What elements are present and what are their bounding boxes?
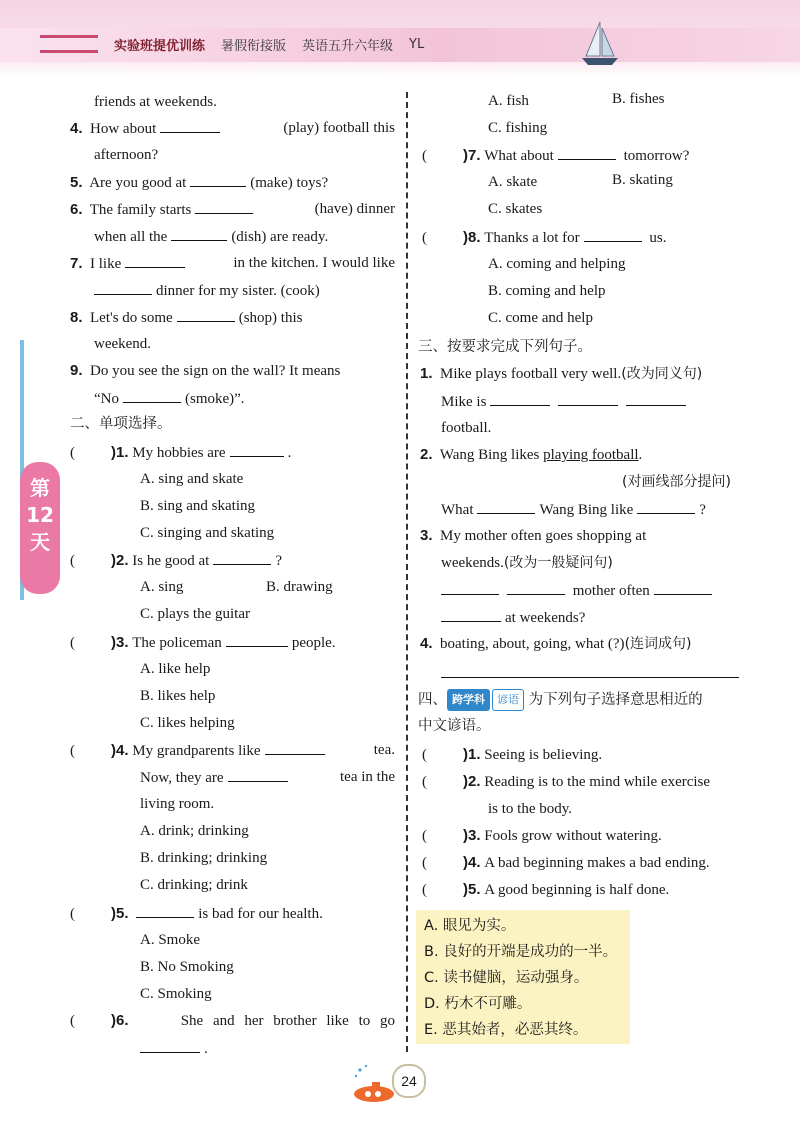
- brand-title: 实验班提优训练: [114, 38, 206, 54]
- m8-option-b: B. coming and help: [488, 283, 606, 299]
- m4-blank-2[interactable]: [228, 767, 288, 782]
- m7-end: tomorrow?: [623, 148, 690, 164]
- answer-option-e: E. 恶其始者，必恶其终。: [424, 1022, 588, 1038]
- q9-text-2: “No: [94, 391, 119, 407]
- p4-line: [422, 853, 710, 873]
- s3-blank-1[interactable]: [441, 580, 499, 595]
- m4-paren: (: [70, 743, 75, 759]
- m3-option-a: A. like help: [140, 661, 211, 677]
- s4-note: (连词成句): [624, 636, 692, 652]
- p3-text: Fools grow without watering.: [484, 828, 662, 844]
- section-3-title: 三、按要求完成下列句子。: [418, 339, 592, 355]
- m1-number: )1.: [111, 444, 129, 461]
- m5-option-a: A. Smoke: [140, 932, 200, 948]
- q6-line-2: [94, 226, 328, 247]
- m1-blank[interactable]: [230, 442, 284, 457]
- q9-number: 9.: [70, 362, 83, 379]
- m1-option-b: B. sing and skating: [140, 498, 255, 514]
- m1-text: My hobbies are: [132, 445, 226, 461]
- m4-end: tea.: [373, 742, 395, 758]
- s4-line: [420, 634, 692, 654]
- q5-blank[interactable]: [190, 172, 246, 187]
- m1-line: [70, 442, 291, 463]
- s2-end-mark: ?: [699, 502, 706, 518]
- m8-option-a: A. coming and helping: [488, 256, 626, 272]
- p4-number: )4.: [463, 854, 481, 871]
- q4-line-2: afternoon?: [94, 147, 159, 163]
- m4-number: )4.: [111, 742, 129, 759]
- q6-text-4: (dish) are ready.: [231, 229, 329, 245]
- q5-text-2: (make) toys?: [250, 175, 329, 191]
- m8-line: [422, 227, 667, 248]
- m2-end: ?: [275, 553, 283, 569]
- brand-mark-icon: [40, 35, 98, 53]
- s1-line-2: [441, 391, 690, 412]
- page-number: 24: [392, 1064, 426, 1098]
- p5-text: A good beginning is half done.: [484, 882, 670, 898]
- m3-line: [70, 632, 336, 653]
- s3-blank-2[interactable]: [507, 580, 565, 595]
- s4-answer-line[interactable]: [441, 677, 739, 678]
- m4-line-2: [140, 767, 395, 788]
- q9-line: [70, 361, 340, 381]
- m2-text: Is he good at: [132, 553, 210, 569]
- q7-line: [70, 253, 395, 274]
- m6-end: .: [204, 1041, 208, 1057]
- s2-number: 2.: [420, 446, 433, 463]
- m4-line-3: living room.: [140, 796, 215, 812]
- m5-option-b: B. No Smoking: [140, 959, 234, 975]
- p4-text: A bad beginning makes a bad ending.: [484, 855, 710, 871]
- s2-note: (对画线部分提问): [622, 474, 731, 490]
- m6-number: )6.: [111, 1012, 129, 1029]
- m5-paren: (: [70, 906, 75, 922]
- answer-option-d: D. 朽木不可雕。: [424, 996, 532, 1012]
- q8-number: 8.: [70, 309, 83, 326]
- q8-line: [70, 307, 302, 328]
- q9-blank[interactable]: [123, 388, 181, 403]
- m2-option-c: C. plays the guitar: [140, 606, 250, 622]
- m1-paren: (: [70, 445, 75, 461]
- day-tab-label: 第12天: [26, 476, 54, 554]
- p1-number: )1.: [463, 746, 481, 763]
- m3-end: people.: [291, 635, 336, 651]
- s3-line: [420, 526, 646, 546]
- m7-paren: (: [422, 148, 427, 164]
- s2-end: .: [638, 447, 643, 463]
- s2-text-3: Wang Bing like: [539, 502, 634, 518]
- section-4-title-2: 中文谚语。: [418, 718, 491, 734]
- code: YL: [409, 36, 425, 52]
- cross-subject-tag: 跨学科: [447, 689, 490, 711]
- s1-text-2: Mike is: [441, 394, 487, 410]
- s1-blank-2[interactable]: [558, 391, 618, 406]
- m5-blank[interactable]: [136, 903, 194, 918]
- p3-line: [422, 826, 662, 846]
- q7-blank-1[interactable]: [125, 253, 185, 268]
- left-line-1: friends at weekends.: [94, 94, 217, 110]
- q4-number: 4.: [70, 120, 83, 137]
- m7-number: )7.: [463, 147, 481, 164]
- q7-text: I like: [90, 256, 122, 272]
- s1-note: (改为同义句): [621, 366, 703, 382]
- q5-number: 5.: [70, 174, 83, 191]
- m5-line: [70, 903, 323, 924]
- m4-text: My grandparents like: [132, 743, 261, 759]
- s2-blank-2[interactable]: [637, 499, 695, 514]
- m7-text: What about: [484, 148, 554, 164]
- s4-text: boating, about, going, what (?): [440, 636, 625, 652]
- q4-text: How about: [90, 121, 157, 137]
- m3-option-b: B. likes help: [140, 688, 216, 704]
- m4-blank-1[interactable]: [265, 740, 325, 755]
- m4-text-2: Now, they are: [140, 770, 224, 786]
- p2-number: )2.: [463, 773, 481, 790]
- m7-option-b: B. skating: [612, 172, 673, 188]
- q8-text-2: (shop) this: [238, 310, 303, 326]
- m5-number: )5.: [111, 905, 129, 922]
- m8-blank[interactable]: [584, 227, 642, 242]
- p2-paren: (: [422, 774, 427, 790]
- m8-paren: (: [422, 230, 427, 246]
- s1-blank-3[interactable]: [626, 391, 686, 406]
- p2-text: Reading is to the mind while exercise: [484, 774, 711, 790]
- s2-line: [420, 445, 642, 465]
- m7-option-a: A. skate: [488, 174, 538, 190]
- m6-text: She and her brother like to go: [180, 1013, 395, 1029]
- answer-option-c: C. 读书健脑，运动强身。: [424, 970, 589, 986]
- m3-blank[interactable]: [226, 632, 288, 647]
- s2-line-3: [441, 499, 706, 520]
- p5-line: [422, 880, 669, 900]
- m2-option-a: A. sing: [140, 579, 184, 595]
- q5-line: [70, 172, 328, 193]
- p2-line: [422, 772, 710, 792]
- section-4-number: 四、: [418, 692, 447, 708]
- m4-line: [70, 740, 395, 761]
- s3-line-3: [441, 580, 716, 601]
- p1-paren: (: [422, 747, 427, 763]
- s3-blank-4[interactable]: [441, 607, 501, 622]
- m2-line: [70, 550, 282, 571]
- m2-paren: (: [70, 553, 75, 569]
- s1-line: [420, 364, 702, 384]
- q9-text: Do you see the sign on the wall? It means: [90, 363, 341, 379]
- subject: 英语五升六年级: [302, 38, 394, 54]
- m7-line: [422, 145, 689, 166]
- s2-blank-1[interactable]: [477, 499, 535, 514]
- s1-text: Mike plays football very well.: [440, 366, 622, 382]
- s3-text-2: weekends.: [441, 555, 504, 571]
- m4-option-b: B. drinking; drinking: [140, 850, 268, 866]
- q8-text: Let's do some: [90, 310, 173, 326]
- m2-option-b: B. drawing: [266, 579, 333, 595]
- m7-option-c: C. skates: [488, 201, 543, 217]
- q7-text-2: in the kitchen. I would like: [233, 255, 395, 271]
- q6-number: 6.: [70, 201, 83, 218]
- q6-line: [70, 199, 395, 220]
- s2-text-2: What: [441, 502, 474, 518]
- m1-option-a: A. sing and skate: [140, 471, 244, 487]
- s3-line-4: [441, 607, 585, 628]
- sailboat-icon: [578, 18, 622, 68]
- m6-option-b: B. fishes: [612, 91, 665, 107]
- p3-number: )3.: [463, 827, 481, 844]
- p5-number: )5.: [463, 881, 481, 898]
- q7-line-2: [94, 280, 320, 301]
- q7-blank-2[interactable]: [94, 280, 152, 295]
- q8-blank[interactable]: [177, 307, 235, 322]
- m2-number: )2.: [111, 552, 129, 569]
- section-2-title: 二、单项选择。: [70, 416, 172, 432]
- p4-paren: (: [422, 855, 427, 871]
- m3-text: The policeman: [132, 635, 222, 651]
- q4-line: [70, 118, 395, 139]
- answer-option-b: B. 良好的开端是成功的一半。: [424, 944, 618, 960]
- s3-line-2: [441, 553, 613, 573]
- m6-option-c: C. fishing: [488, 120, 548, 136]
- section-4-text: 为下列句子选择意思相近的: [528, 692, 703, 708]
- q9-line-2: [94, 388, 245, 409]
- edition: 暑假衔接版: [221, 38, 287, 54]
- p3-paren: (: [422, 828, 427, 844]
- m3-option-c: C. likes helping: [140, 715, 235, 731]
- s2-underlined: playing football: [543, 447, 639, 463]
- column-divider: [406, 92, 408, 1052]
- s3-text-4: at weekends?: [505, 610, 586, 626]
- s1-number: 1.: [420, 365, 433, 382]
- m6-line-2: [140, 1038, 208, 1059]
- q4-text-2: (play) football this: [283, 120, 395, 136]
- p1-text: Seeing is believing.: [484, 747, 603, 763]
- m1-end: .: [287, 445, 292, 461]
- m8-text: Thanks a lot for: [484, 230, 580, 246]
- header: [40, 30, 424, 58]
- answer-option-a: A. 眼见为实。: [424, 918, 516, 934]
- s1-line-3: football.: [441, 420, 492, 436]
- q9-text-3: (smoke)”.: [185, 391, 245, 407]
- q7-text-3: dinner for my sister. (cook): [156, 283, 320, 299]
- m6-blank[interactable]: [140, 1038, 200, 1053]
- m4-text-3: tea in the: [340, 769, 395, 785]
- m2-blank[interactable]: [213, 550, 271, 565]
- q7-number: 7.: [70, 255, 83, 272]
- s1-blank-1[interactable]: [490, 391, 550, 406]
- s3-note: (改为一般疑问句): [503, 555, 613, 571]
- m1-option-c: C. singing and skating: [140, 525, 275, 541]
- q6-text-3: when all the: [94, 229, 168, 245]
- q8-line-2: weekend.: [94, 336, 152, 352]
- s3-number: 3.: [420, 527, 433, 544]
- p2-line-2: is to the body.: [488, 801, 573, 817]
- q4-blank[interactable]: [160, 118, 220, 133]
- s2-text: Wang Bing likes: [439, 447, 540, 463]
- q6-text: The family starts: [89, 202, 192, 218]
- m4-option-a: A. drink; drinking: [140, 823, 249, 839]
- m8-option-c: C. come and help: [488, 310, 593, 326]
- q6-blank-1[interactable]: [195, 199, 253, 214]
- m7-blank[interactable]: [558, 145, 616, 160]
- m6-option-a: A. fish: [488, 93, 529, 109]
- m5-option-c: C. Smoking: [140, 986, 212, 1002]
- m5-text: is bad for our health.: [198, 906, 323, 922]
- m8-number: )8.: [463, 229, 481, 246]
- s4-number: 4.: [420, 635, 433, 652]
- section-4-title: [418, 689, 703, 711]
- m3-number: )3.: [111, 634, 129, 651]
- s3-text-3: mother often: [572, 583, 650, 599]
- m4-option-c: C. drinking; drink: [140, 877, 248, 893]
- q5-text: Are you good at: [89, 175, 187, 191]
- m3-paren: (: [70, 635, 75, 651]
- s3-text: My mother often goes shopping at: [440, 528, 647, 544]
- s3-blank-3[interactable]: [654, 580, 712, 595]
- m8-end: us.: [649, 230, 667, 246]
- proverb-tag: 谚语: [492, 689, 524, 711]
- q6-text-2: (have) dinner: [314, 201, 395, 217]
- m6-paren: (: [70, 1013, 75, 1029]
- m6-line: [70, 1011, 395, 1031]
- p5-paren: (: [422, 882, 427, 898]
- p1-line: [422, 745, 602, 765]
- q6-blank-2[interactable]: [171, 226, 227, 241]
